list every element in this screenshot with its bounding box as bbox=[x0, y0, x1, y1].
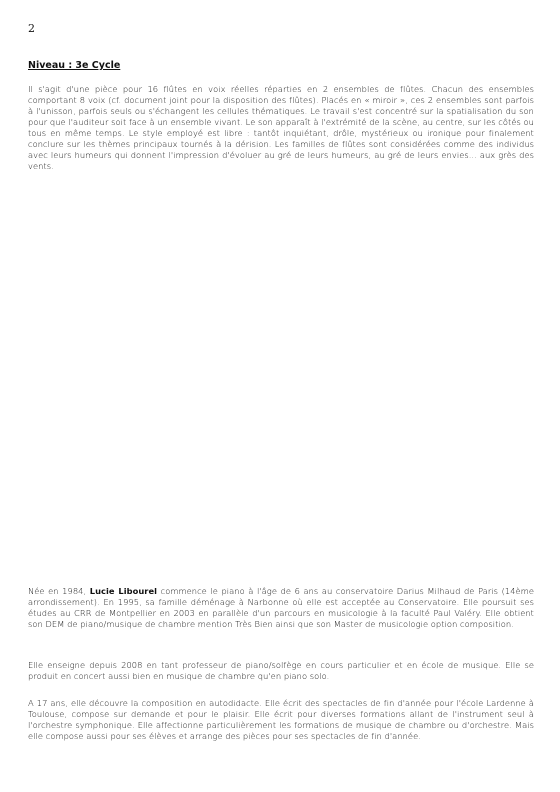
level-heading: Niveau : 3e Cycle bbox=[28, 60, 121, 71]
biography-paragraph-3: A 17 ans, elle découvre la composition en autodidacte. Elle écrit des spectacles de fin d'année pour l'école Lardenne à Toulouse, compose sur demande et pour le plaisir. Elle écrit pour diverses formations allant de l'instrument seul à l'orchestre symphonique. Elle affectionne particulièrement les formations de musique de chambre ou d'orchestre. Mais elle compose aussi pour ses élèves et arrange des pièces pour ses spectacles de fin d'année. bbox=[28, 698, 534, 741]
biography-paragraph-1 bbox=[28, 586, 534, 630]
page-number: 2 bbox=[28, 22, 35, 35]
piece-description: Il s'agit d'une pièce pour 16 flûtes en voix réelles réparties en 2 ensembles de flûtes. Chacun des ensembles comportant 8 voix (cf. document joint pour la disposition des flûtes). Placés en « miroir », ces 2 ensembles sont parfois à l'unisson, parfois seuls ou s'échangent les cellules thématiques. Le travail s'est concentré sur la spatialisation du son pour que l'auditeur soit face à un ensemble vivant. Le son apparaît à l'extrémité de la scène, au centre, sur les côtés ou tous en même temps. Le style employé est libre : tantôt inquiétant, drôle, mystérieux ou ironique pour finalement conclure sur les thèmes principaux tournés à la dérision. Les familles de flûtes sont considérées comme des individus avec leurs humeurs qui donnent l'impression d'évoluer au gré de leurs humeurs, au gré de leurs envies... aux grès des vents. bbox=[28, 84, 534, 171]
composer-name: Lucie Libourel bbox=[89, 586, 158, 596]
biography-paragraph-1-text: commence le piano à l'âge de 6 ans au conservatoire Darius Milhaud de Paris (14ème arrondissement). En 1995, sa famille déménage à Narbonne où elle est acceptée au Conservatoire. Elle poursuit ses études au CRR de Montpellier en 2003 en parallèle d'un parcours en musicologie à la faculté Paul Valéry. Elle obtient son DEM de piano/musique de chambre mention Très Bien ainsi que son Master de musicologie option composition. bbox=[28, 586, 534, 629]
biography-paragraph-2: Elle enseigne depuis 2008 en tant professeur de piano/solfège en cours particulier et en école de musique. Elle se produit en concert aussi bien en musique de chambre qu'en piano solo. bbox=[28, 660, 534, 681]
biography-intro: Née en 1984, bbox=[28, 586, 90, 596]
